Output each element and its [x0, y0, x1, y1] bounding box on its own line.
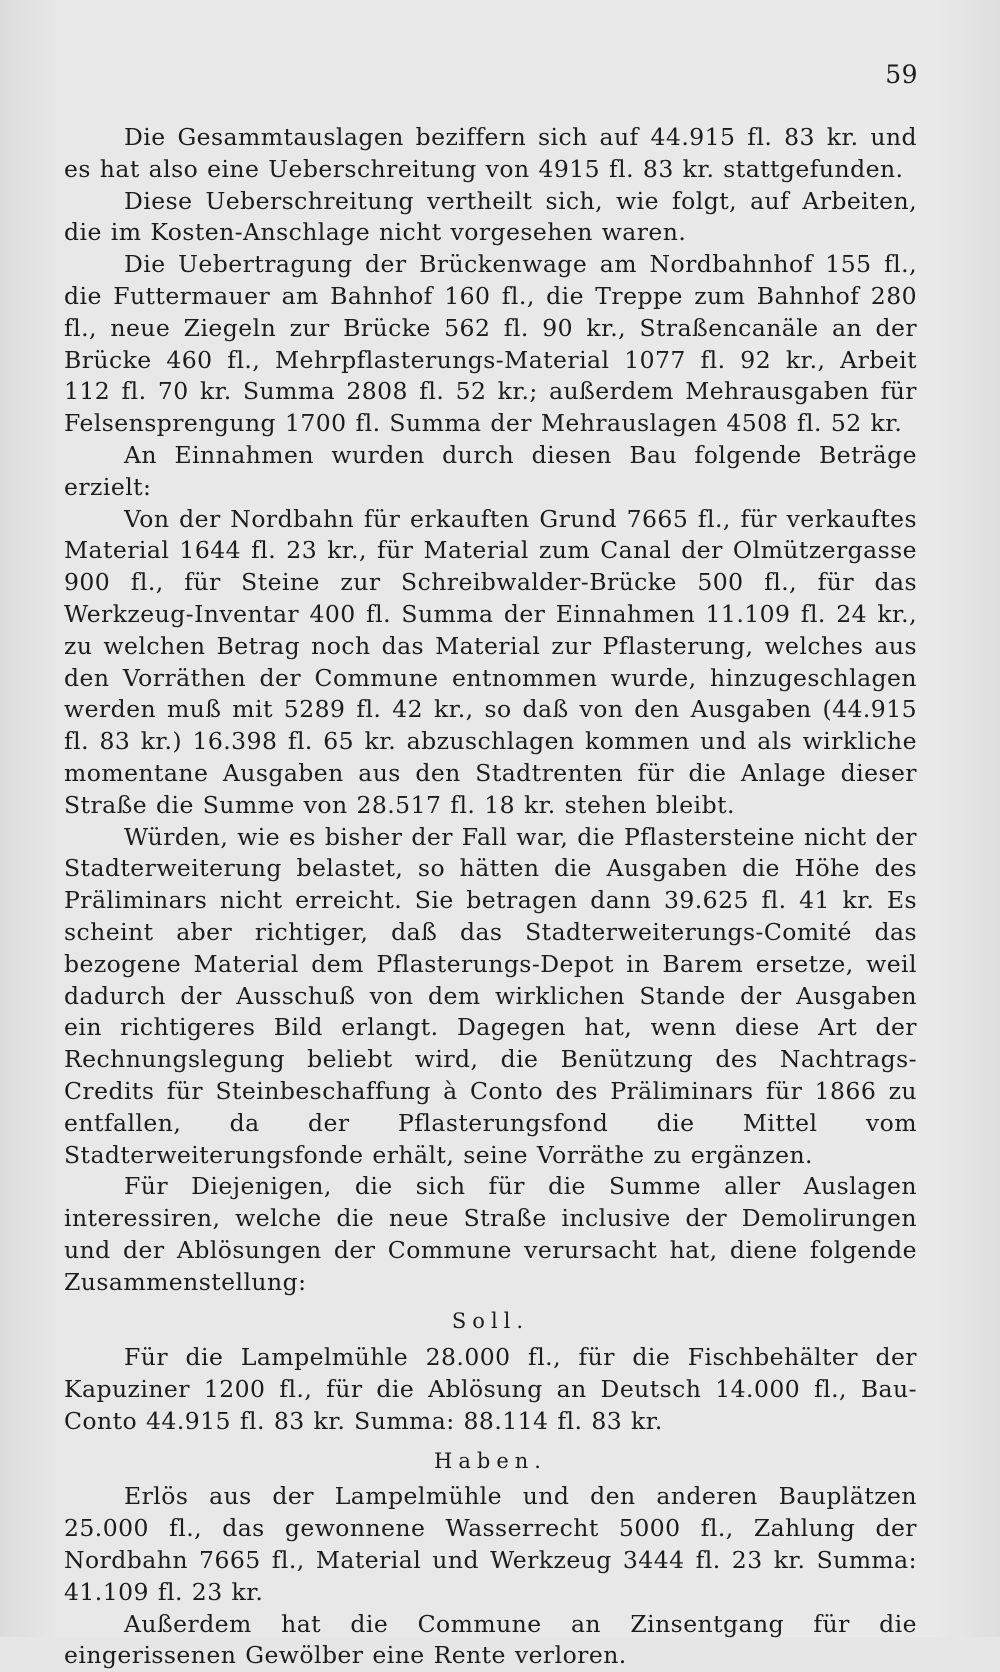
paragraph-einnahmen-intro: An Einnahmen wurden durch diesen Bau folgende Beträge erzielt:	[64, 440, 917, 501]
paragraph-uebertragung: Die Uebertragung der Brückenwage am Nordbahnhof 155 fl., die Futtermauer am Bahnhof 160 fl., die Treppe zum Bahnhof 280 fl., neue Ziegeln zur Brücke 562 fl. 90 kr., Straßencanäle an der Brücke 460 fl., Mehrpflasterungs-Material 1077 fl. 92 kr., Arbeit 112 fl. 70 kr. Summa 2808 fl. 52 kr.; außerdem Mehrausgaben für Felsensprengung 1700 fl. Summa der Mehrauslagen 4508 fl. 52 kr.	[64, 250, 917, 438]
haben-heading: Haben.	[434, 1448, 547, 1473]
closing-paragraph: Außerdem hat die Commune an Zinsentgang für die eingerissenen Gewölber eine Rente verloren.	[64, 1609, 917, 1670]
paragraph-einnahmen-details: Von der Nordbahn für erkauften Grund 7665 fl., für verkauftes Material 1644 fl. 23 kr., für Material zum Canal der Olmützergasse 900 fl., für Steine zur Schreibwalder-Brücke 500 fl., für das Werkzeug-Inventar 400 fl. Summa der Einnahmen 11.109 fl. 24 kr., zu welchen Betrag noch das Material zur Pflasterung, welches aus den Vorräthen der Commune entnommen wurde, hinzugeschlagen werden muß mit 5289 fl. 42 kr., so daß von den Ausgaben (44.915 fl. 83 kr.) 16.398 fl. 65 kr. abzuschlagen kommen und als wirkliche momentane Ausgaben aus den Stadtrenten für die Anlage dieser Straße die Summe von 28.517 fl. 18 kr. stehen bleibt.	[64, 504, 917, 819]
page-body	[64, 122, 917, 1672]
paragraph-ueberschreitung: Diese Ueberschreitung vertheilt sich, wie folgt, auf Arbeiten, die im Kosten-Anschlage nicht vorgesehen waren.	[64, 186, 917, 247]
paragraph-gesammtauslagen: Die Gesammtauslagen beziffern sich auf 44.915 fl. 83 kr. und es hat also eine Ueberschreitung von 4915 fl. 83 kr. stattgefunden.	[64, 123, 917, 183]
haben-text: Erlös aus der Lampelmühle und den anderen Bauplätzen 25.000 fl., das gewonnene Wasserrecht 5000 fl., Zahlung der Nordbahn 7665 fl., Material und Werkzeug 3444 fl. 23 kr. Summa: 41.109 fl. 23 kr.	[64, 1482, 917, 1606]
soll-heading: Soll.	[451, 1309, 530, 1334]
page-number: 59	[885, 60, 918, 89]
paragraph-zusammenstellung: Für Diejenigen, die sich für die Summe aller Auslagen interessiren, welche die neue Straße inclusive der Demolirungen und der Ablösungen der Commune verursacht hat, diene folgende Zusammenstellung:	[64, 1172, 917, 1296]
paragraph-pflastersteine: Würden, wie es bisher der Fall war, die Pflastersteine nicht der Stadterweiterung belastet, so hätten die Ausgaben die Höhe des Präliminars nicht erreicht. Sie betragen dann 39.625 fl. 41 kr. Es scheint aber richtiger, daß das Stadterweiterungs-Comité das bezogene Material dem Pflasterungs-Depot in Barem ersetze, weil dadurch der Ausschuß von dem wirklichen Stande der Ausgaben ein richtigeres Bild erlangt. Dagegen hat, wenn diese Art der Rechnungslegung beliebt wird, die Benützung des Nachtrags-Credits für Steinbeschaffung à Conto des Präliminars für 1866 zu entfallen, da der Pflasterungsfond die Mittel vom Stadterweiterungsfonde erhält, seine Vorräthe zu ergänzen.	[64, 822, 917, 1169]
soll-text: Für die Lampelmühle 28.000 fl., für die Fischbehälter der Kapuziner 1200 fl., für die Ablösung an Deutsch 14.000 fl., Bau-Conto 44.915 fl. 83 kr. Summa: 88.114 fl. 83 kr.	[64, 1343, 917, 1435]
